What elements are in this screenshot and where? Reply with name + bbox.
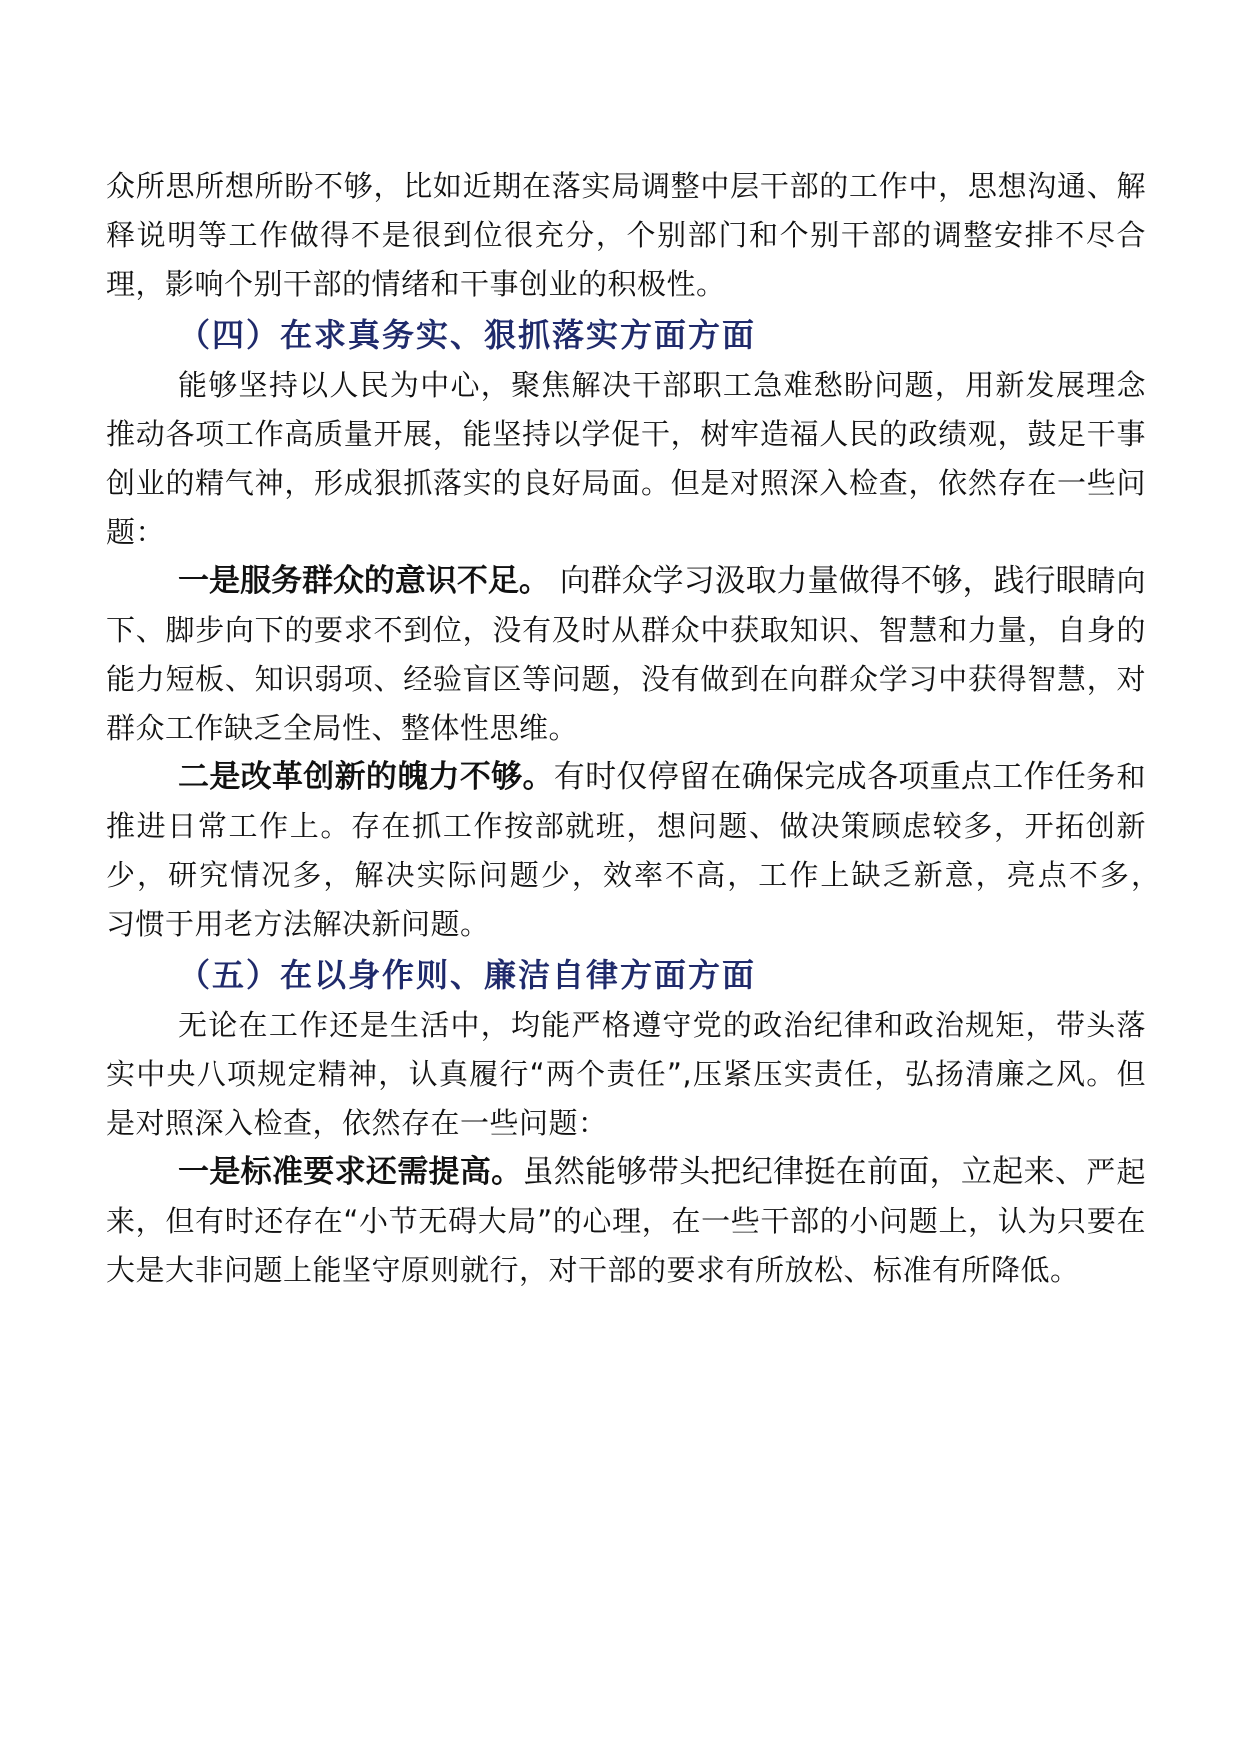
issue-standards-body: 严起来，但有时还存在“小节无碍大局”的心理，在一些干部的小问题上，认为只要在大是大非问题上能坚守原则就行，对干部的要求有所放松、标准有所降低。: [106, 1155, 1147, 1287]
paragraph-section-4-intro: 能够坚持以人民为中心，聚焦解决干部职工急难愁盼问题，用新发展理念推动各项工作高质量开展，能坚持以学促干，树牢造福人民的政绩观，鼓足干事创业的精气神，形成狠抓落实的良好局面。但是对照深入检查，依然存在一些问题：: [106, 368, 1146, 549]
section-heading-5: （五）在以身作则、廉洁自律方面方面: [178, 956, 757, 994]
issue-lead-reform: 二是改革创新的魄力不够。: [178, 759, 554, 795]
issue-lead-service: 一是服务群众的意识不足。: [178, 563, 550, 599]
issue-reform-body: 务和推进日常工作上。存在抓工作按部就班，想问题、做决策顾虑较多，开拓创新少，研究情况多，解决实际问题少，效率不高，工作上缺乏新意，亮点不多， 习惯于用老方法解决新问题。: [106, 760, 1176, 941]
paragraph-issue-reform: [106, 753, 1176, 949]
issue-lead-reform-follow: 有时仅停留在确保完成各项重点工作任: [553, 759, 1087, 795]
paragraph-issue-service: [106, 557, 1146, 753]
paragraph-section-5-intro: 无论在工作还是生活中，均能严格遵守党的政治纪律和政治规矩，带头落实中央八项规定精神，认真履行“两个责任”,压紧压实责任，弘扬清廉之风。但是对照深入检查，依然存在一些问题：: [106, 1008, 1146, 1140]
document-body: [106, 162, 1176, 1295]
issue-service-body: 睛向下、脚步向下的要求不到位，没有及时从群众中获取知识、智慧和力量，自身的能力短板、知识弱项、经验盲区等问题，没有做到在向群众学习中获得智慧，对群众工作缺乏全局性、整体性思维。: [106, 564, 1146, 745]
paragraph-issue-standards: [106, 1148, 1146, 1295]
issue-lead-standards: 一是标准要求还需提高。: [178, 1154, 523, 1190]
issue-lead-standards-follow: 虽然能够带头把纪律挺在前面，立起来、: [522, 1154, 1087, 1190]
paragraph-continued: 众所思所想所盼不够，比如近期在落实局调整中层干部的工作中，思想沟通、解释说明等工作做得不是很到位很充分，个别部门和个别干部的调整安排不尽合理，影响个别干部的情绪和干事创业的积极性。: [106, 169, 1146, 301]
section-heading-4: （四）在求真务实、狠抓落实方面方面: [178, 316, 757, 354]
issue-lead-service-follow: 向群众学习汲取力量做得不够，践行眼: [549, 563, 1087, 599]
